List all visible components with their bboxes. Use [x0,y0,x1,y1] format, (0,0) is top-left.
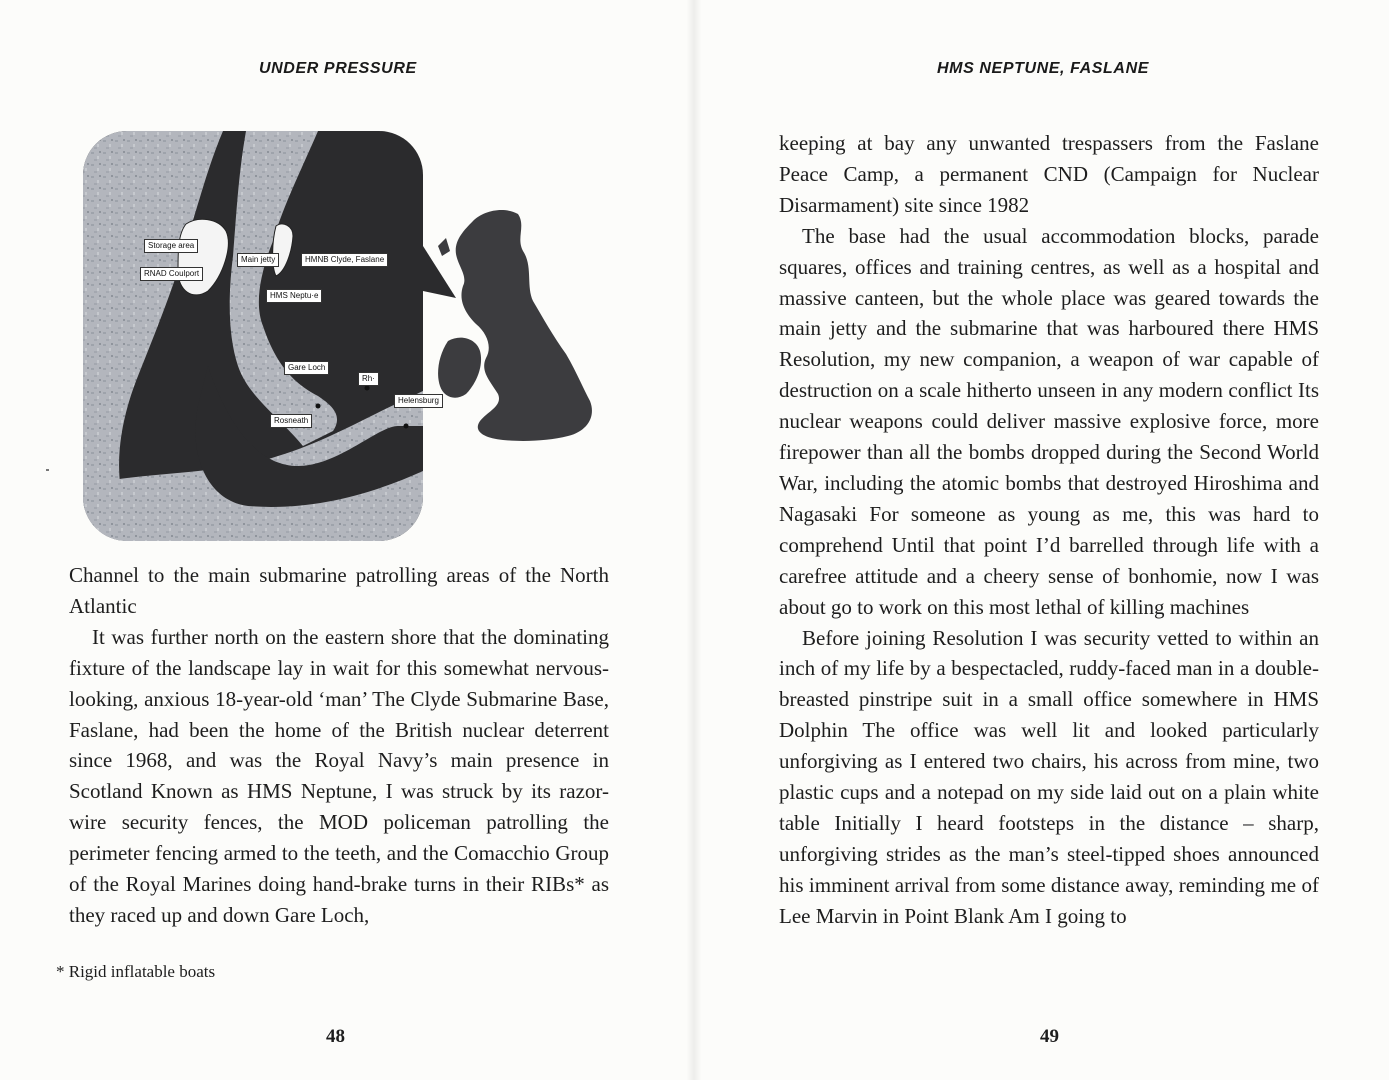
map-label-main-jetty: Main jetty [237,253,279,267]
page-number-left: 48 [326,1026,345,1047]
map-label-rnad-coulport: RNAD Coulport [140,267,203,281]
faslane-map [78,126,638,546]
body-text-right [779,128,1319,932]
map-callout-pointer [423,246,456,298]
western-isles-silhouette [438,238,450,256]
british-isles-map [438,210,592,441]
page-number-right: 49 [1040,1026,1059,1047]
ireland-silhouette [438,338,481,398]
helensburgh-marker [404,424,409,429]
running-head-right: HMS NEPTUNE, FASLANE [937,60,1150,77]
map-label-hmnb-clyde: HMNB Clyde, Faslane [301,253,388,267]
paragraph: Before joining Resolution I was security vetted to within an inch of my life by a bespectacled, ruddy-faced man in a double-breasted pinstripe suit in a small office somewhere in HMS Dolphin The office was well lit and looked particularly unforgiving as I entered two chairs, his across from mine, two plastic cups and a notepad on my side laid out on a plain white table Initially I heard footsteps in the distance – sharp, unforgiving strides as the man’s steel-tipped shoes announced his imminent arrival from some distance away, reminding me of Lee Marvin in Point Blank Am I going to [779,625,1319,928]
paragraph: keeping at bay any unwanted trespassers from the Faslane Peace Camp, a permanent CND (Campaign for Nuclear Disarmament) site since 1982 [779,131,1319,217]
map-label-storage-area: Storage area [144,239,198,253]
rhu-marker [365,386,370,391]
map-label-gare-loch: Gare Loch [284,361,329,375]
map-label-rhu: Rh· [358,372,379,386]
paragraph: Channel to the main submarine patrolling areas of the North Atlantic [69,563,609,618]
map-label-rosneath: Rosneath [270,414,312,428]
body-text-left [69,560,609,931]
footnote: * Rigid inflatable boats [56,962,216,981]
great-britain-silhouette [456,210,592,441]
rosneath-marker [316,404,321,409]
right-page [694,0,1389,1080]
paragraph: The base had the usual accommodation blocks, parade squares, offices and training centres, as well as a hospital and massive canteen, but the whole place was geared towards the main jetty and the submarine that was harboured there HMS Resolution, my new companion, a weapon of war capable of destruction on a scale hitherto unseen in any modern conflict Its nuclear weapons could deliver massive explosive force, more firepower than all the bombs dropped during the Second World War, including the atomic bombs that destroyed Hiroshima and Nagasaki For someone as young as me, this was hard to comprehend Until that point I’d barrelled through life with a carefree attitude and a cheery sense of bonhomie, now I was about go to work on this most lethal of killing machines [779,223,1319,619]
left-page [0,0,694,1080]
faslane-map-figure [78,126,638,546]
map-label-hms-neptune: HMS Neptu·e [266,289,322,303]
running-head-left: UNDER PRESSURE [259,60,417,77]
map-label-helensburgh: Helensburg [394,394,443,408]
paragraph: It was further north on the eastern shore that the dominating fixture of the landscape lay in wait for this somewhat nervous-looking, anxious 18-year-old ‘man’ The Clyde Submarine Base, Faslane, had been the home of the British nuclear deterrent since 1968, and was the Royal Navy’s main presence in Scotland Known as HMS Neptune, I was struck by its razor-wire security fences, the MOD policeman patrolling the perimeter fencing armed to the teeth, and the Comacchio Group of the Royal Marines doing hand-brake turns in their RIBs* as they raced up and down Gare Loch, [69,624,609,927]
